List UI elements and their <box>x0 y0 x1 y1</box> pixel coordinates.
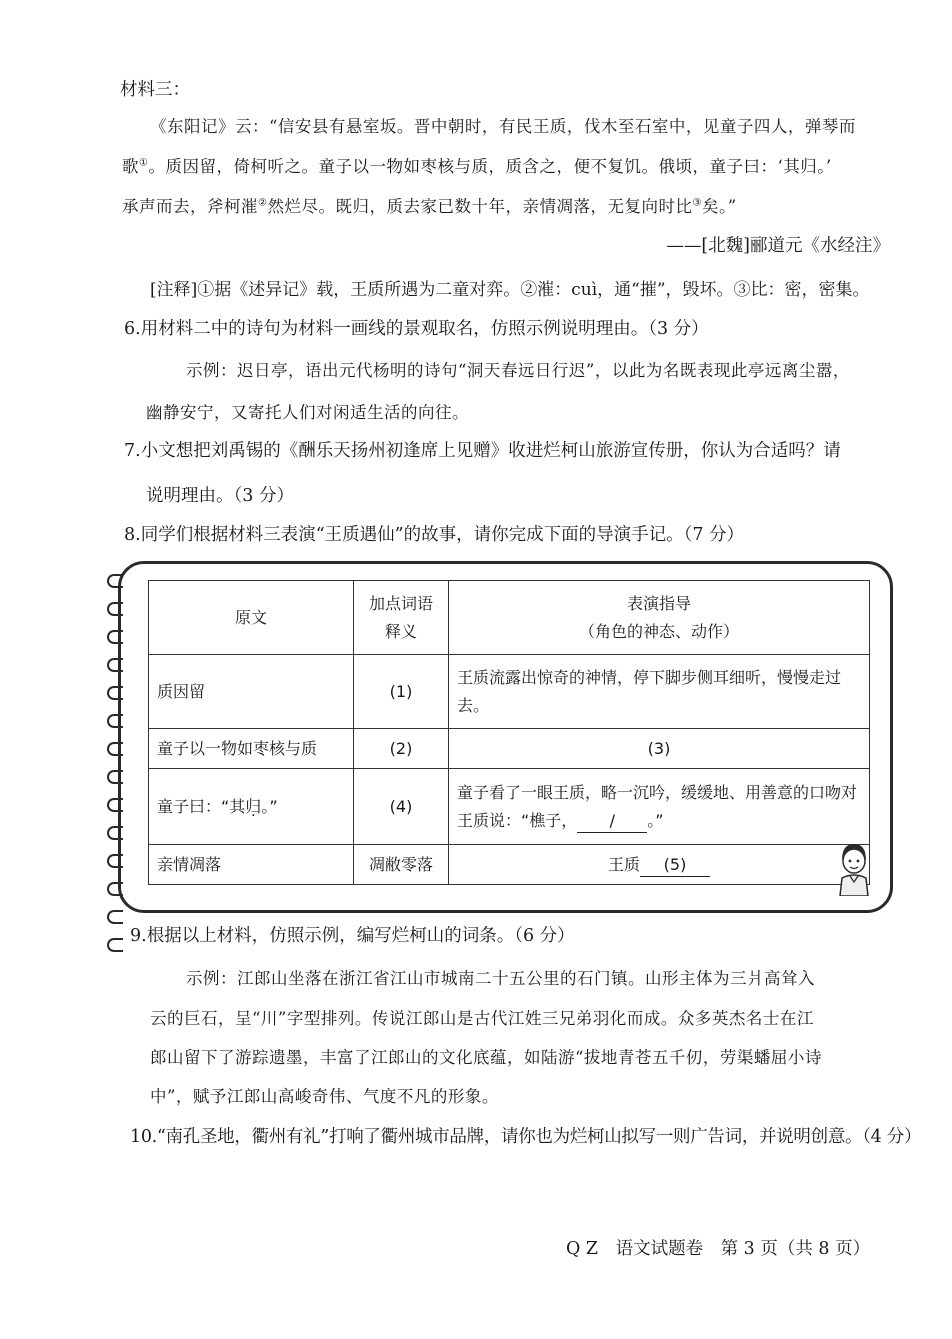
q6-example-line-1: 示例：迟日亭，语出元代杨明的诗句“洞天春远日行迟”，以此为名既表现此亭远离尘嚣， <box>186 361 850 380</box>
header-guide <box>449 581 870 655</box>
header-guide-2: （角色的神态、动作） <box>578 621 739 641</box>
row2-guide: (3) <box>449 729 870 769</box>
text-segment: 。” <box>647 810 664 830</box>
page-footer: Q Z 语文试题卷 第 3 页（共 8 页） <box>566 1239 871 1259</box>
row2-explain: (2) <box>354 729 449 769</box>
header-original: 原文 <box>149 581 354 655</box>
text-segment: 矣。” <box>701 197 737 216</box>
dotted-word: 归 <box>245 796 262 816</box>
footnote-mark-3: ③ <box>692 197 702 209</box>
row1-original: 质因留 <box>149 655 354 729</box>
q9-example-line-1: 示例：江郎山坐落在浙江省江山市城南二十五公里的石门镇。山形主体为三爿高耸入 <box>186 969 815 988</box>
row3-original <box>149 769 354 845</box>
question-10: 10.“南孔圣地，衢州有礼”打响了衢州城市品牌，请你也为烂柯山拟写一则广告词，并说明创意。（4 分） <box>130 1127 922 1147</box>
q6-example-line-2: 幽静安宁，又寄托人们对闲适生活的向往。 <box>146 403 469 422</box>
row1-guide: 王质流露出惊奇的神情，停下脚步侧耳细听，慢慢走过去。 <box>449 655 870 729</box>
question-7-cont: 说明理由。（3 分） <box>146 486 294 506</box>
material-text-line-1: 《东阳记》云：“信安县有悬室坂。晋中朝时，有民王质，伐木至石室中，见童子四人，弹琴而 <box>150 117 856 136</box>
text-segment: 然烂尽。既归，质去家已数十年，亲情凋落，无复向时比 <box>267 197 693 216</box>
header-explain-1: 加点词语 <box>368 593 433 613</box>
material-text-line-2 <box>122 153 832 177</box>
q9-example-line-3: 郎山留下了游踪遗墨，丰富了江郎山的文化底蕴，如陆游“拔地青苍五千仞，劳渠蟠屈小诗 <box>150 1048 822 1067</box>
student-avatar-icon <box>834 840 874 896</box>
row4-explain: 凋敝零落 <box>354 845 449 885</box>
text-segment: 歌 <box>122 157 139 176</box>
material-notes: [注释]①据《述异记》载，王质所遇为二童对弈。②漼：cuì，通“摧”，毁坏。③比：密，密集。 <box>150 280 870 300</box>
footnote-mark-1: ① <box>139 157 149 169</box>
text-segment: 王质 <box>607 854 640 874</box>
row4-original: 亲情凋落 <box>149 845 354 885</box>
row2-original: 童子以一物如枣核与质 <box>149 729 354 769</box>
material-source: ——[北魏]郦道元《水经注》 <box>666 236 890 256</box>
text-segment: 。” <box>261 796 278 816</box>
material-heading: 材料三： <box>120 80 190 100</box>
header-explain <box>354 581 449 655</box>
material-text-line-3 <box>122 193 737 217</box>
answer-blank[interactable]: (5) <box>640 854 710 877</box>
q9-example-line-4: 中”，赋予江郎山高峻奇伟、气度不凡的形象。 <box>150 1087 499 1106</box>
director-table <box>148 580 870 885</box>
text-segment: 童子看了一眼王质，略一沉吟，缓缓地、用善意的口吻对王质说：“樵子， <box>457 782 858 830</box>
row3-explain: (4) <box>354 769 449 845</box>
footnote-mark-2: ② <box>258 197 268 209</box>
q9-example-line-2: 云的巨石，呈“川”字型排列。传说江郎山是古代江姓三兄弟羽化而成。众多英杰名士在江 <box>150 1009 814 1028</box>
question-9: 9.根据以上材料，仿照示例，编写烂柯山的词条。（6 分） <box>130 926 575 946</box>
row1-explain: (1) <box>354 655 449 729</box>
text-segment: 承声而去，斧柯漼 <box>122 197 258 216</box>
row3-guide <box>449 769 870 845</box>
question-6: 6.用材料二中的诗句为材料一画线的景观取名，仿照示例说明理由。（3 分） <box>124 319 709 339</box>
answer-blank[interactable]: / <box>577 810 647 833</box>
text-segment: 。质因留，倚柯听之。童子以一物如枣核与质，质含之，便不复饥。俄顷，童子曰：‘其归。’ <box>148 157 832 176</box>
spiral-binding <box>107 574 129 904</box>
row4-guide <box>449 845 870 885</box>
question-7: 7.小文想把刘禹锡的《酬乐天扬州初逢席上见赠》收进烂柯山旅游宣传册，你认为合适吗？请 <box>124 441 841 461</box>
text-segment: 童子曰：“其 <box>157 796 246 816</box>
header-guide-1: 表演指导 <box>626 593 691 613</box>
header-explain-2: 释义 <box>384 621 417 641</box>
question-8: 8.同学们根据材料三表演“王质遇仙”的故事，请你完成下面的导演手记。（7 分） <box>124 525 745 545</box>
